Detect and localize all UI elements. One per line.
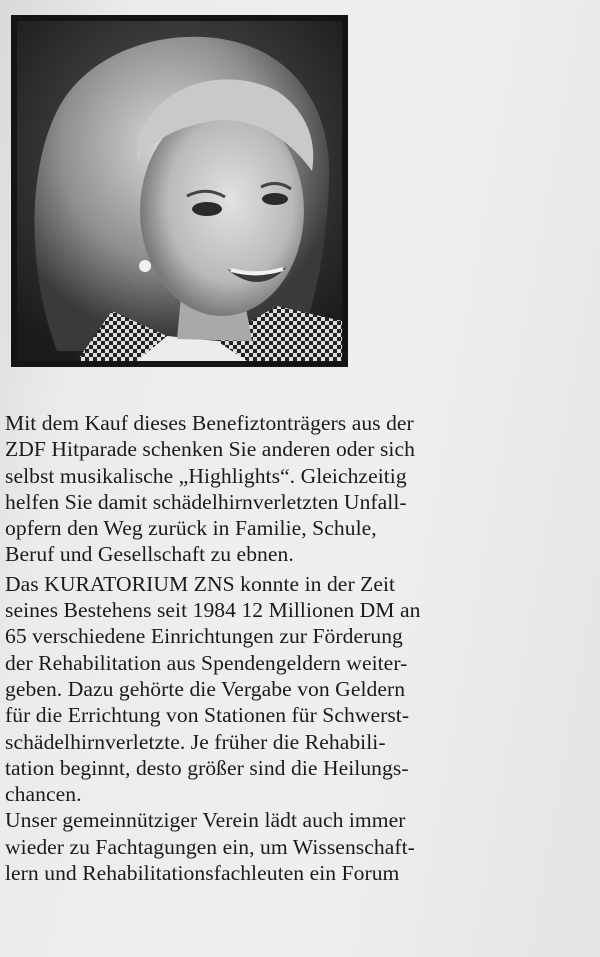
text-line: 65 verschiedene Einrichtungen zur Förderung — [5, 624, 403, 649]
body-text — [5, 410, 565, 886]
text-line: Unser gemeinnütziger Verein lädt auch immer — [5, 808, 406, 833]
text-line: Mit dem Kauf dieses Benefiztonträgers aus der — [5, 411, 414, 435]
text-line: seines Bestehens seit 1984 12 Millionen DM an — [5, 598, 421, 623]
paragraph-3 — [5, 807, 565, 886]
text-line: tation beginnt, desto größer sind die Heilungs- — [5, 755, 409, 780]
paragraph-1 — [5, 410, 565, 568]
text-line: schädelhirnverletzte. Je früher die Rehabili- — [5, 729, 386, 754]
text-line: für die Errichtung von Stationen für Schwerst- — [5, 703, 410, 728]
text-line: Beruf und Gesellschaft zu ebnen. — [5, 542, 294, 567]
text-line: der Rehabilitation aus Spendengeldern weiter- — [5, 650, 408, 675]
portrait-photo — [11, 15, 348, 367]
text-line: opfern den Weg zurück in Familie, Schule, — [5, 516, 377, 541]
paragraph-2 — [5, 571, 565, 808]
text-line: selbst musikalische „Highlights“. Gleichzeitig — [5, 463, 407, 488]
portrait-image — [17, 21, 342, 361]
text-line: wieder zu Fachtagungen ein, um Wissenschaft- — [5, 834, 415, 859]
text-line: lern und Rehabilitationsfachleuten ein Forum — [5, 861, 400, 886]
text-line: chancen. — [5, 782, 82, 807]
text-line: ZDF Hitparade schenken Sie anderen oder sich — [5, 437, 415, 462]
text-line: helfen Sie damit schädelhirnverletzten Unfall- — [5, 489, 407, 514]
text-line: Das KURATORIUM ZNS konnte in der Zeit — [5, 571, 396, 596]
text-line: geben. Dazu gehörte die Vergabe von Geldern — [5, 676, 406, 701]
